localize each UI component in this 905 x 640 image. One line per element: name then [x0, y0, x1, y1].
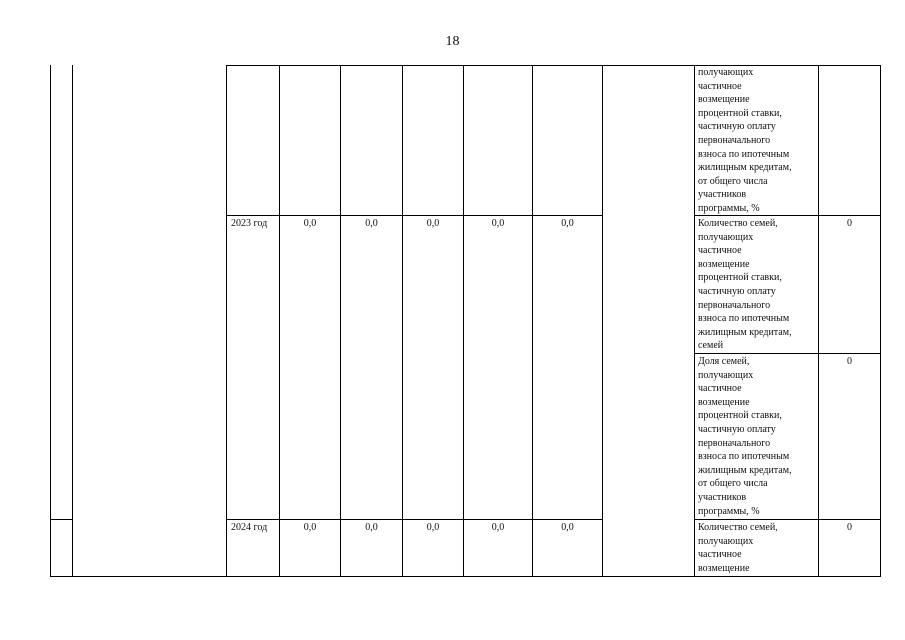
value-cell: 0,0 [491, 218, 505, 229]
value-cell: 0,0 [491, 522, 505, 533]
year-label: 2024 год [231, 522, 268, 533]
grid-line [880, 65, 881, 577]
indicator-value: 0 [847, 522, 852, 533]
grid-line [72, 65, 73, 577]
indicator-text: Количество семей, получающих частичное возмещение процентной ставки, частичную оплату первоначального взноса по ипотечным жилищным кредитам, семей [698, 218, 792, 352]
grid-line [226, 65, 227, 577]
grid-line [50, 519, 73, 520]
value-cell: 0,0 [303, 218, 317, 229]
grid-line [226, 215, 602, 216]
value-cell: 0,0 [365, 522, 378, 533]
indicator-text: Количество семей, получающих частичное возмещение [698, 522, 778, 574]
grid-line [818, 65, 819, 577]
grid-line [279, 65, 280, 577]
indicator-value: 0 [847, 218, 852, 229]
grid-line [602, 65, 603, 577]
grid-line [694, 519, 881, 520]
grid-line [694, 353, 881, 354]
grid-line [50, 65, 51, 577]
grid-line [402, 65, 403, 577]
page-number: 18 [445, 34, 460, 49]
value-cell: 0,0 [561, 522, 574, 533]
indicator-text: получающих частичное возмещение процентной ставки, частичную оплату первоначального взноса по ипотечным жилищным кредитам, от общего числа участников программы, % [698, 67, 792, 214]
grid-line [463, 65, 464, 577]
grid-line [532, 65, 533, 577]
value-cell: 0,0 [303, 522, 317, 533]
indicator-text: Доля семей, получающих частичное возмещение процентной ставки, частичную оплату первоначального взноса по ипотечным жилищным кредитам, от общего числа участников программы, % [698, 356, 792, 517]
value-cell: 0,0 [365, 218, 378, 229]
value-cell: 0,0 [426, 218, 440, 229]
grid-line [694, 65, 695, 577]
grid-line [340, 65, 341, 577]
grid-line [50, 576, 881, 577]
value-cell: 0,0 [561, 218, 574, 229]
grid-line [226, 519, 602, 520]
indicator-value: 0 [847, 356, 852, 367]
year-label: 2023 год [231, 218, 268, 229]
value-cell: 0,0 [426, 522, 440, 533]
